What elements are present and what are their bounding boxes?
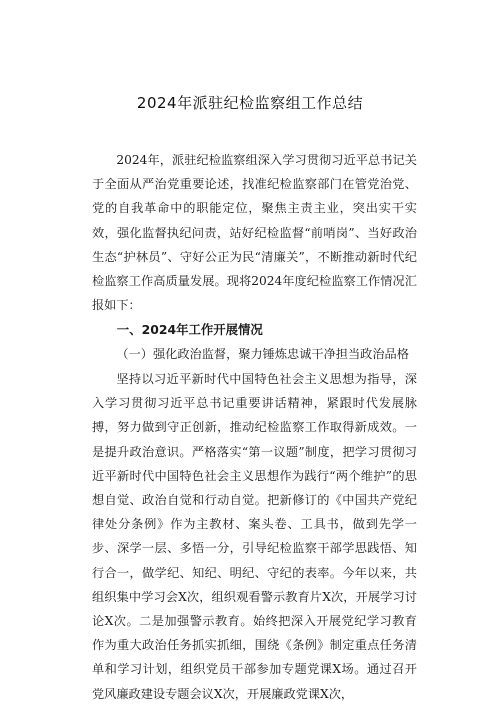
intro-paragraph: 2024年，派驻纪检监察组深入学习贯彻习近平总书记关于全面从严治党重要论述，找准纪检监察部门在管党治党、党的自我革命中的职能定位，聚焦主责主业，突出实干实效，强化监督执纪问责，站好纪检监督“前哨岗”、当好政治生态“护林员”、守好公正为民“清廉关”，不断推动新时代纪检监察工作高质量发展。现将2024年度纪检监察工作情况汇报如下： [92, 153, 417, 313]
body-block [92, 367, 417, 706]
subsection-heading: （一）强化政治监督，聚力锤炼忠诚干净担当政治品格 [116, 347, 409, 361]
intro-block [92, 148, 417, 317]
document-title: 2024年派驻纪检监察组工作总结 [136, 94, 364, 112]
section-heading: 一、2024年工作开展情况 [116, 322, 263, 337]
body-paragraph: 坚持以习近平新时代中国特色社会主义思想为指导，深入学习贯彻习近平总书记重要讲话精神，紧跟时代发展脉搏，努力做到守正创新，推动纪检监察工作取得新成效。一是提升政治意识。严格落实“第一议题”制度，把学习贯彻习近平新时代中国特色社会主义思想作为践行“两个维护”的思想自觉、政治自觉和行动自觉。把新修订的《中国共产党纪律处分条例》作为主教材、案头卷、工具书，做到先学一步、深学一层、多悟一分，引导纪检监察干部学思践悟、知行合一，做学纪、知纪、明纪、守纪的表率。今年以来，共组织集中学习会X次，组织观看警示教育片X次，开展学习讨论X次。二是加强警示教育。始终把深入开展党纪学习教育作为重大政治任务抓实抓细，围绕《条例》制定重点任务清单和学习计划，组织党员干部参加专题党课X场。通过召开党风廉政建设专题会议X次，开展廉政党课X次， [92, 372, 417, 701]
